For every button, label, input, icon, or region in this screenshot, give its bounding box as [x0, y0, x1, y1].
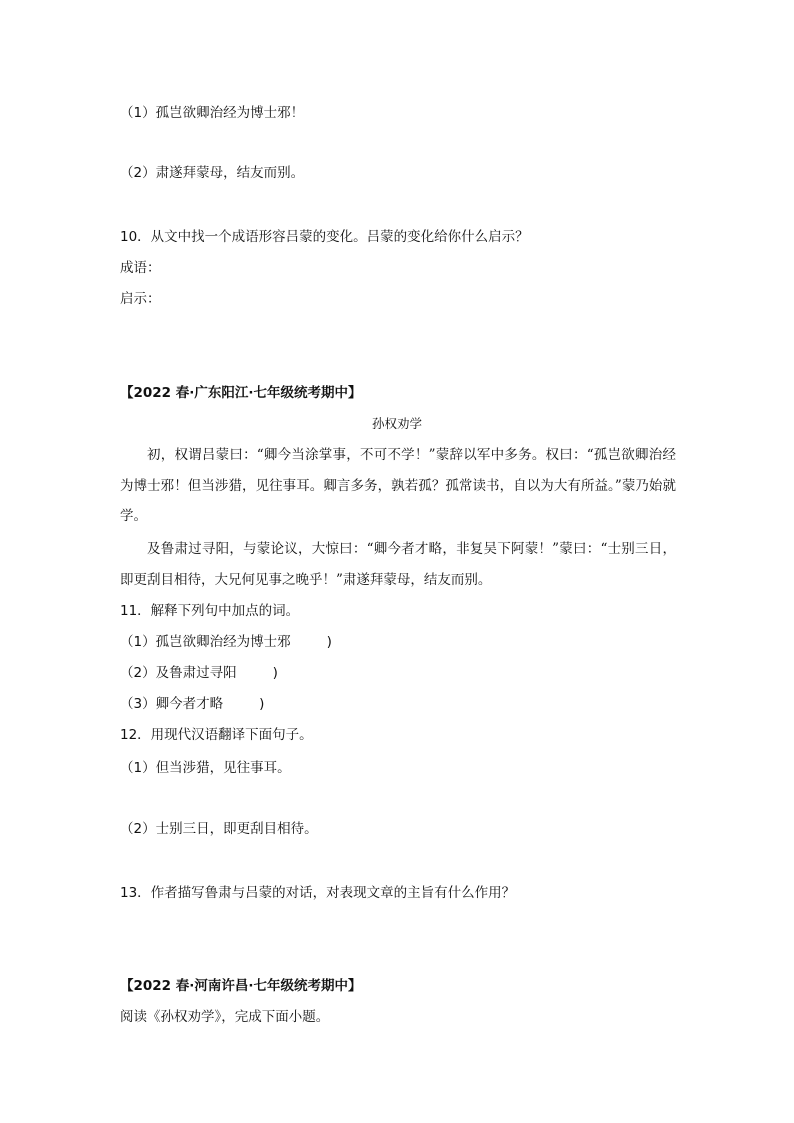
question-11: 11．解释下列句中加点的词。 — [120, 603, 300, 619]
q11-item-3-text: （3）卿今者才略 — [120, 696, 224, 712]
q12-item-1: （1）但当涉猎，见往事耳。 — [120, 760, 291, 776]
passage-paragraph-1: 初，权谓吕蒙曰：“卿今当涂掌事，不可不学！”蒙辞以军中多务。权曰：“孤岂欲卿治经为博士邪！但当涉猎，见往事耳。卿言多务，孰若孤？孤常读书，自以为大有所益。”蒙乃始就学。 — [120, 447, 676, 524]
section-intro: 阅读《孙权劝学》，完成下面小题。 — [120, 1009, 330, 1025]
q11-item-3 — [120, 694, 264, 714]
passage-paragraph-2: 及鲁肃过寻阳，与蒙论议，大惊曰：“卿今者才略，非复吴下阿蒙！”蒙曰：“士别三日，即更刮目相待，大兄何见事之晚乎！”肃遂拜蒙母，结友而别。 — [120, 541, 676, 588]
q11-item-2-text: （2）及鲁肃过寻阳 — [120, 665, 237, 681]
q9-item-2: （2）肃遂拜蒙母，结友而别。 — [120, 165, 305, 181]
q10-idiom-label: 成语： — [120, 260, 161, 276]
section-heading-xuchang: 【2022 春·河南许昌·七年级统考期中】 — [120, 978, 362, 994]
passage-title: 孙权劝学 — [371, 416, 422, 431]
q11-item-1-text: （1）孤岂欲卿治经为博士邪 — [120, 634, 291, 650]
q9-item-1: （1）孤岂欲卿治经为博士邪！ — [120, 105, 305, 121]
blank-close-paren: ) — [259, 696, 265, 712]
blank-close-paren: ) — [326, 634, 332, 650]
question-10: 10．从文中找一个成语形容吕蒙的变化。吕蒙的变化给你什么启示？ — [120, 229, 529, 245]
q11-item-1 — [120, 632, 332, 652]
blank-close-paren: ) — [272, 665, 278, 681]
section-heading-yangjiang: 【2022 春·广东阳江·七年级统考期中】 — [120, 385, 362, 401]
question-12: 12．用现代汉语翻译下面句子。 — [120, 727, 313, 743]
q11-item-2 — [120, 663, 278, 683]
question-13: 13．作者描写鲁肃与吕蒙的对话，对表现文章的主旨有什么作用？ — [120, 885, 516, 901]
q10-insight-label: 启示： — [120, 291, 161, 307]
q12-item-2: （2）士别三日，即更刮目相待。 — [120, 821, 318, 837]
